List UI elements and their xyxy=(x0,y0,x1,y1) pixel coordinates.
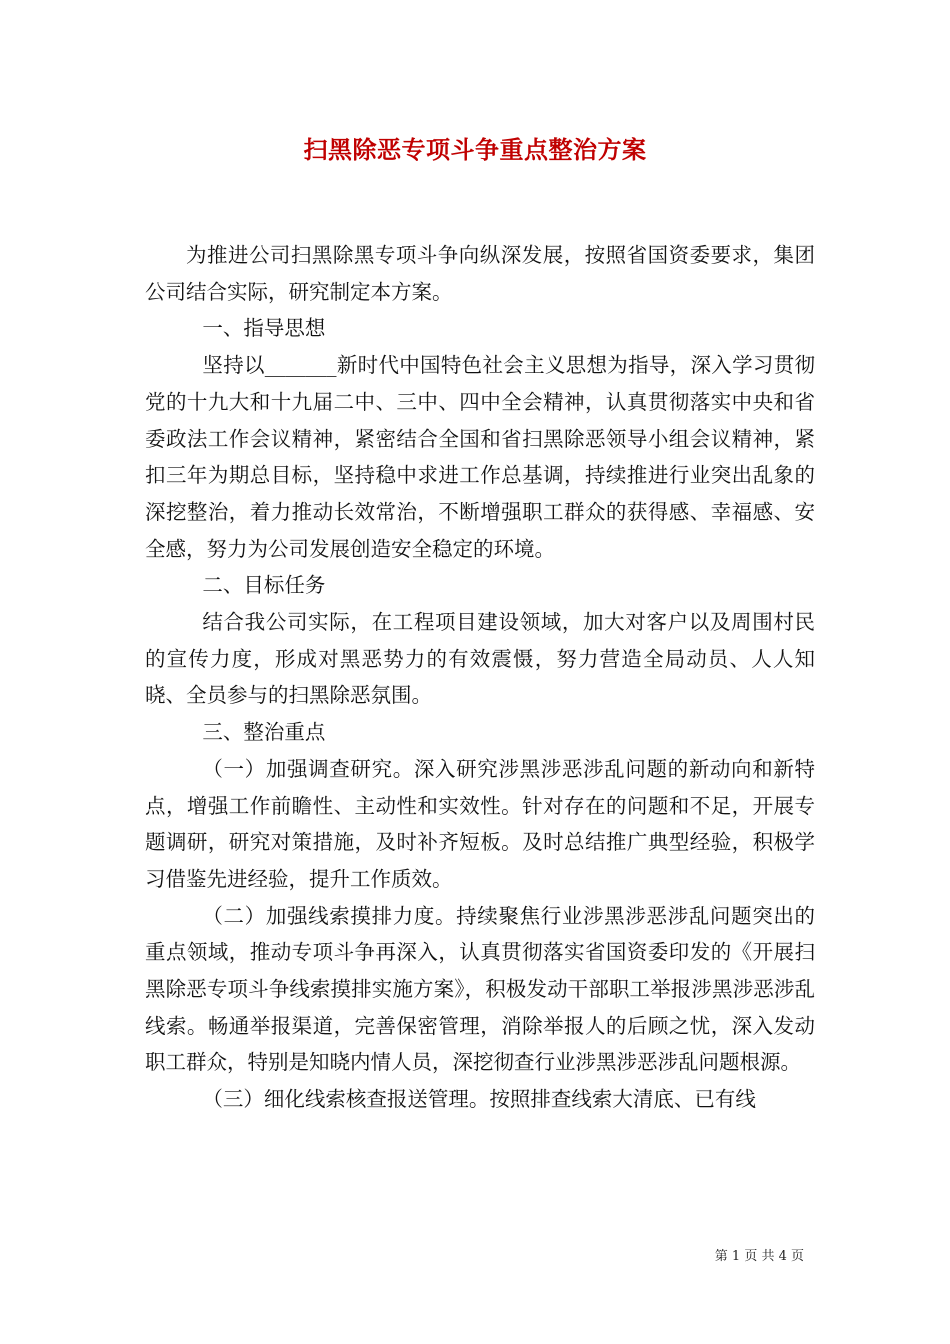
guiding-ideology-paragraph: 坚持以_______新时代中国特色社会主义思想为指导，深入学习贯彻党的十九大和十九届二中、三中、四中全会精神，认真贯彻落实中央和省委政法工作会议精神，紧密结合全国和省扫黑除恶领导小组会议精神，紧扣三年为期总目标，坚持稳中求进工作总基调，持续推进行业突出乱象的深挖整治，着力推动长效常治，不断增强职工群众的获得感、幸福感、安全感，努力为公司发展创造安全稳定的环境。 xyxy=(145,353,815,561)
key-point-2-paragraph: （二）加强线索摸排力度。持续聚焦行业涉黑涉恶涉乱问题突出的重点领域，推动专项斗争再深入，认真贯彻落实省国资委印发的《开展扫黑除恶专项斗争线索摸排实施方案》，积极发动干部职工举报涉黑涉恶涉乱线索。畅通举报渠道，完善保密管理，消除举报人的后顾之忧，深入发动职工群众，特别是知晓内情人员，深挖彻查行业涉黑涉恶涉乱问题根源。 xyxy=(145,903,815,1075)
section-heading-guiding-ideology: 一、指导思想 xyxy=(202,316,326,341)
document-title: 扫黑除恶专项斗争重点整治方案 xyxy=(303,135,647,164)
goals-paragraph: 结合我公司实际，在工程项目建设领域，加大对客户以及周围村民的宣传力度，形成对黑恶势力的有效震慑，努力营造全局动员、人人知晓、全员参与的扫黑除恶氛围。 xyxy=(145,610,815,708)
key-point-3-paragraph: （三）细化线索核查报送管理。按照排查线索大清底、已有线 xyxy=(202,1087,756,1112)
key-point-1-paragraph: （一）加强调查研究。深入研究涉黑涉恶涉乱问题的新动向和新特点，增强工作前瞻性、主动性和实效性。针对存在的问题和不足，开展专题调研，研究对策措施，及时补齐短板。及时总结推广典型经验，积极学习借鉴先进经验，提升工作质效。 xyxy=(145,756,815,891)
page-number-footer: 第 1 页 共 4 页 xyxy=(714,1249,804,1264)
section-heading-goals: 二、目标任务 xyxy=(202,573,326,598)
document-body xyxy=(145,237,815,1118)
section-heading-key-points: 三、整治重点 xyxy=(202,720,326,745)
intro-paragraph: 为推进公司扫黑除黑专项斗争向纵深发展，按照省国资委要求，集团公司结合实际，研究制定本方案。 xyxy=(145,243,815,304)
